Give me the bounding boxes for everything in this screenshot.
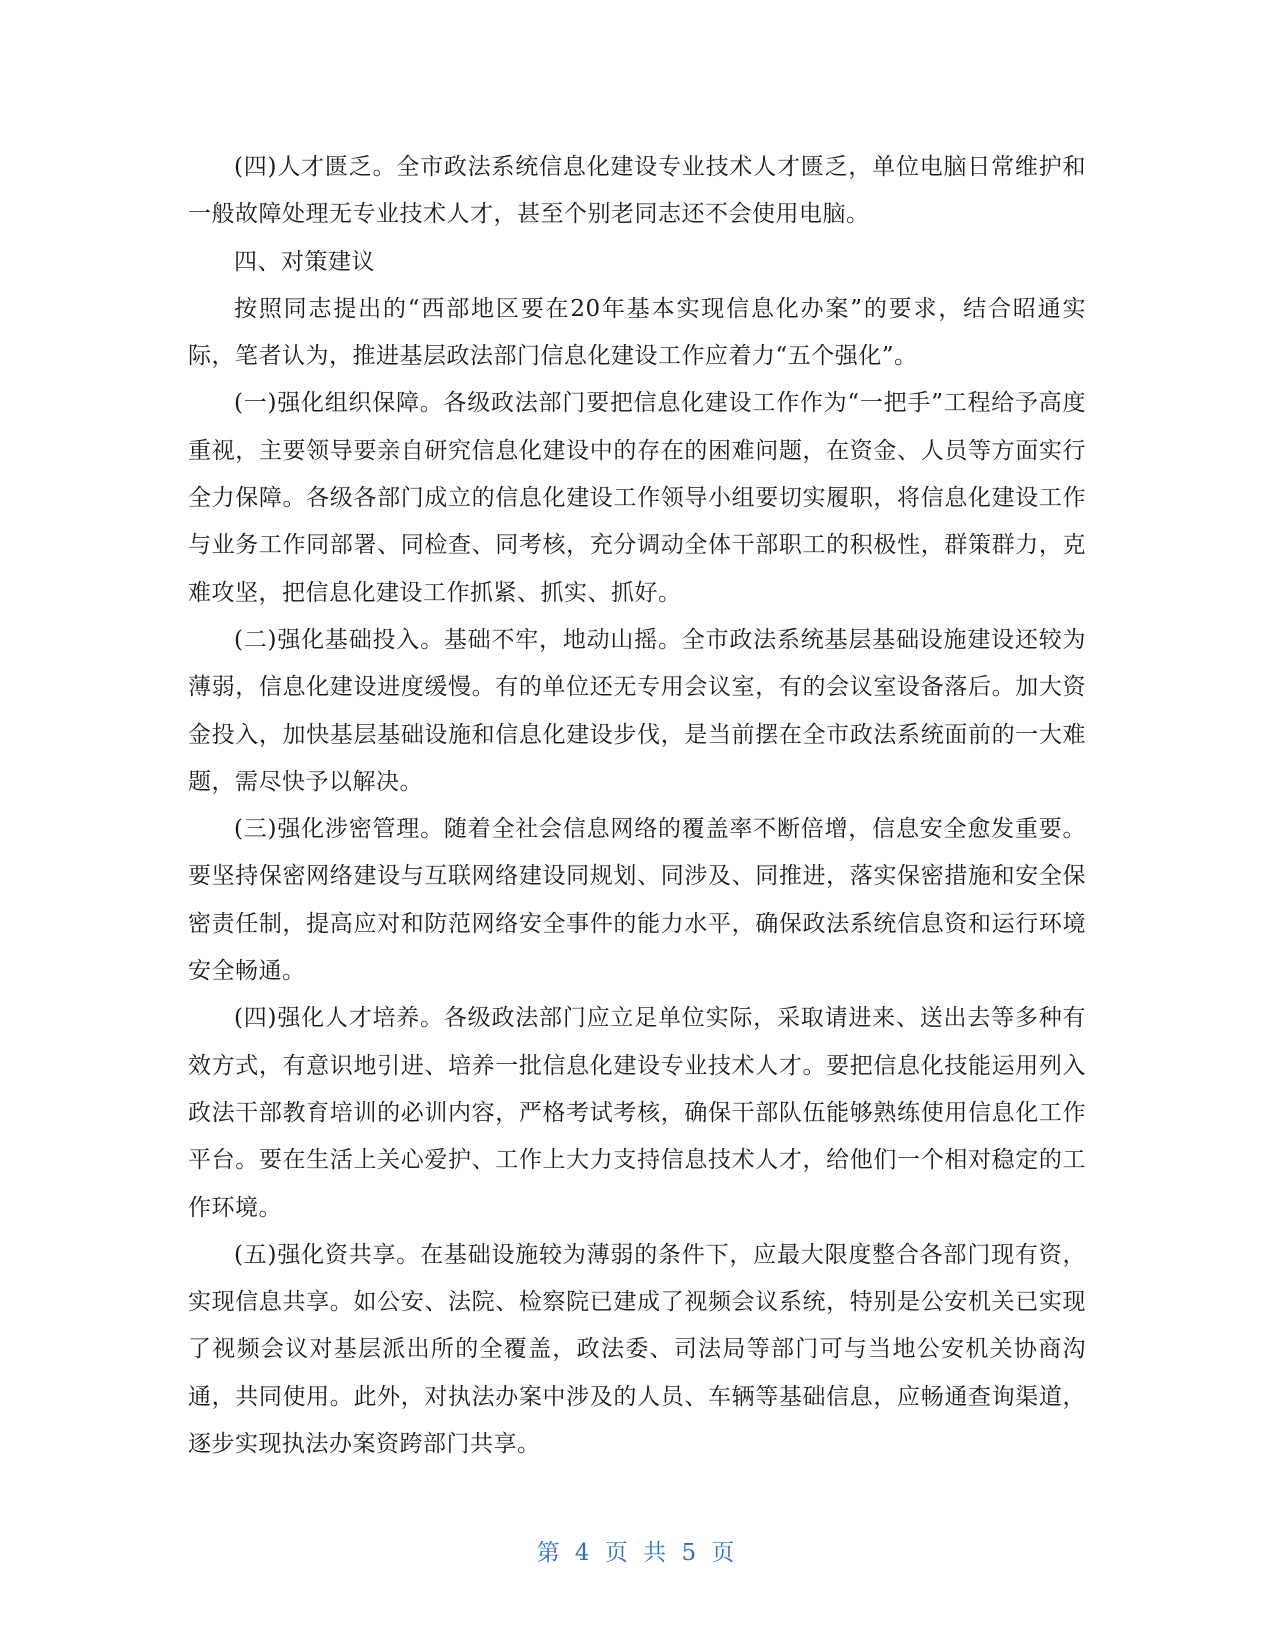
section-heading-countermeasures: 四、对策建议 — [234, 248, 375, 275]
paragraph-classified-management: (三)强化涉密管理。随着全社会信息网络的覆盖率不断倍增，信息安全愈发重要。要坚持保密网络建设与互联网络建设同规划、同涉及、同推进，落实保密措施和安全保密责任制，提高应对和防范网络安全事件的能力水平，确保政法系统信息资和运行环境安全畅通。 — [188, 816, 1086, 985]
footer-suffix: 页 — [711, 1540, 739, 1566]
footer-current-page: 4 — [574, 1540, 594, 1566]
paragraph-talent-training: (四)强化人才培养。各级政法部门应立足单位实际，采取请进来、送出去等多种有效方式，有意识地引进、培养一批信息化建设专业技术人才。要把信息化技能运用列入政法干部教育培训的必训内容，严格考试考核，确保干部队伍能够熟练使用信息化工作平台。要在生活上关心爱护、工作上大力支持信息技术人才，给他们一个相对稳定的工作环境。 — [188, 1005, 1086, 1221]
paragraph-resource-sharing: (五)强化资共享。在基础设施较为薄弱的条件下，应最大限度整合各部门现有资，实现信息共享。如公安、法院、检察院已建成了视频会议系统，特别是公安机关已实现了视频会议对基层派出所的全覆盖，政法委、司法局等部门可与当地公安机关协商沟通，共同使用。此外，对执法办案中涉及的人员、车辆等基础信息，应畅通查询渠道，逐步实现执法办案资跨部门共享。 — [188, 1241, 1086, 1458]
footer-total-pages: 5 — [681, 1540, 701, 1566]
paragraph-talent-shortage: (四)人才匮乏。全市政法系统信息化建设专业技术人才匮乏，单位电脑日常维护和一般故障处理无专业技术人才，甚至个别老同志还不会使用电脑。 — [188, 154, 1086, 228]
footer-prefix: 第 — [536, 1540, 564, 1566]
document-body — [188, 144, 1086, 1468]
footer-middle: 页 共 — [604, 1540, 671, 1566]
paragraph-intro-five-strengthenings: 按照同志提出的“西部地区要在20年基本实现信息化办案”的要求，结合昭通实际，笔者认为，推进基层政法部门信息化建设工作应着力“五个强化”。 — [188, 295, 1086, 370]
paragraph-organization-guarantee: (一)强化组织保障。各级政法部门要把信息化建设工作作为“一把手”工程给予高度重视，主要领导要亲自研究信息化建设中的存在的困难问题，在资金、人员等方面实行全力保障。各级各部门成立的信息化建设工作领导小组要切实履职，将信息化建设工作与业务工作同部署、同检查、同考核，充分调动全体干部职工的积极性，群策群力，克难攻坚，把信息化建设工作抓紧、抓实、抓好。 — [188, 390, 1086, 606]
page-number-footer — [0, 1534, 1275, 1567]
paragraph-infrastructure-investment: (二)强化基础投入。基础不牢，地动山摇。全市政法系统基层基础设施建设还较为薄弱，信息化建设进度缓慢。有的单位还无专用会议室，有的会议室设备落后。加大资金投入，加快基层基础设施和信息化建设步伐，是当前摆在全市政法系统面前的一大难题，需尽快予以解决。 — [188, 626, 1086, 795]
